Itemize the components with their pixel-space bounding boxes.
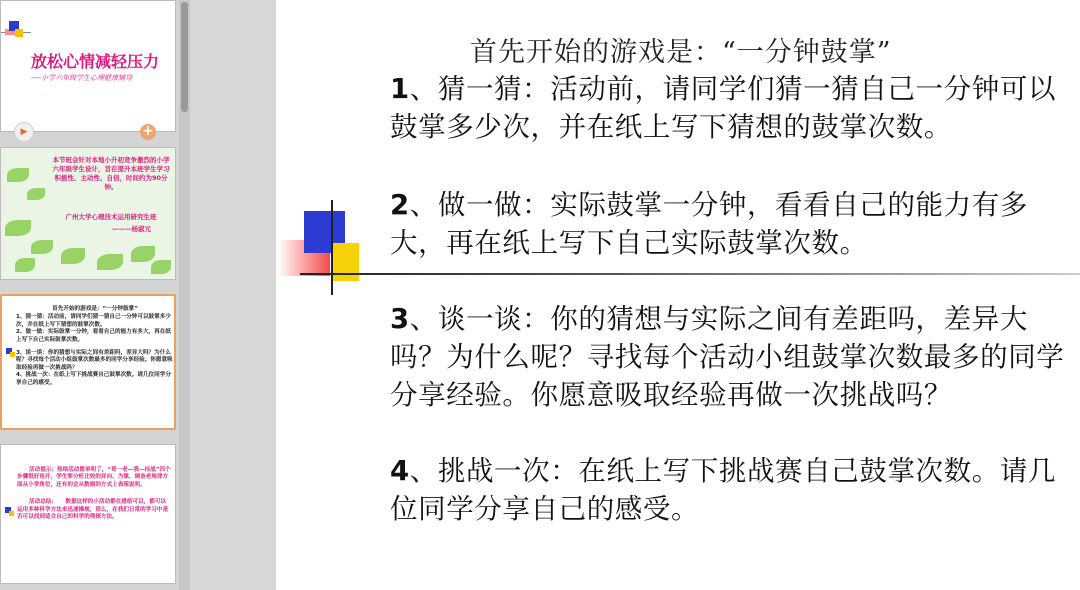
decoration-square-yellow	[9, 511, 14, 516]
thumbnail-author-line: 广州大学心理技术运用研究生班	[65, 213, 157, 221]
thumbnail-line: 2、做一做：实际鼓掌一分钟，看看自己的能力有多大，再在纸上写下自己实际鼓掌次数。	[16, 329, 171, 343]
decoration-square-yellow	[10, 352, 15, 357]
leaf-decoration	[151, 260, 171, 274]
thumbnail-body-text	[17, 467, 171, 531]
step-text: 、做一做：实际鼓掌一分钟，看看自己的能力有多大，再在纸上写下自己实际鼓掌次数。	[390, 189, 1028, 259]
leaf-decoration	[7, 168, 29, 182]
thumbnail-line: 3、谈一谈：你的猜想与实际之间有差距吗，差异大吗？为什么呢？寻找每个活动小组鼓掌次数最多的同学分享经验。你愿意吸取经验再做一次挑战吗？	[16, 350, 173, 371]
play-icon[interactable]: ▶	[14, 122, 34, 142]
thumbnail-title: 放松心情减轻压力	[31, 52, 160, 71]
thumbnail-subtitle: ----小学六年级学生心理健康辅导	[31, 74, 133, 82]
pane-splitter[interactable]	[190, 0, 276, 590]
thumbnail-paragraph: 活动提示：热络活动简单明了，“哥一老—我—挂战”四个步骤很好连开，学生要分析比较的异向、为课、调查老规律方面从小学角位，还有的会从数据的方式上表现说明。	[17, 467, 171, 488]
step-number: 4	[390, 455, 410, 487]
thumbnail-scrollbar[interactable]	[179, 0, 190, 590]
step-text: 、谈一谈：你的猜想与实际之间有差距吗，差异大吗？为什么呢？寻找每个活动小组鼓掌次数最多的同学分享经验。你愿意吸取经验再做一次挑战吗？	[390, 303, 1065, 411]
step-4-paragraph	[390, 452, 1075, 528]
step-3-paragraph	[390, 300, 1075, 414]
slide-title: 首先开始的游戏是：“一分钟鼓掌”	[470, 37, 892, 68]
leaf-decoration	[97, 254, 123, 270]
thumbnail-line: 1、猜一猜：活动前，请同学们猜一猜自己一分钟可以鼓掌多少次，并在纸上写下猜想的鼓掌次数。	[16, 314, 171, 328]
decoration-square-yellow	[333, 243, 359, 281]
scrollbar-thumb[interactable]	[181, 2, 188, 112]
slide-thumbnail-1[interactable]	[0, 0, 176, 132]
leaf-decoration	[131, 246, 155, 262]
thumbnail-paragraph: 活动总结： 数据这样的小活动都在透给可以，都可以运用多种科学方法来迅速操规，那么，在我们日常的学习中是否可以找到适合自己的科学的理探方法。	[17, 499, 169, 521]
step-2-paragraph	[390, 186, 1075, 262]
thumbnail-body-text: 本节班会针对本地小升初竞争激烈的小学六年级学生设计，旨在提升本班学生学习积极性、主动性、自信，时间约为90分钟。	[52, 156, 170, 191]
slide-canvas[interactable]	[276, 0, 1080, 590]
thumbnail-line: 4、挑战一次：在纸上写下挑战赛自己鼓掌次数。请几位同学分享自己的感受。	[16, 372, 171, 386]
leaf-decoration	[27, 188, 45, 200]
step-text: 、挑战一次：在纸上写下挑战赛自己鼓掌次数。请几位同学分享自己的感受。	[390, 455, 1057, 525]
decoration-square-yellow	[15, 29, 23, 37]
slide-thumbnail-3-selected[interactable]	[0, 294, 176, 430]
leaf-decoration	[15, 258, 35, 272]
step-number: 2	[390, 189, 410, 221]
step-number: 1	[390, 73, 410, 105]
slide-thumbnail-4[interactable]	[0, 444, 176, 584]
leaf-decoration	[5, 220, 31, 236]
add-slide-icon[interactable]: +	[140, 124, 156, 140]
thumbnail-title: 首先开始的游戏是：“一分钟鼓掌”	[52, 306, 138, 312]
step-text: 、猜一猜：活动前，请同学们猜一猜自己一分钟可以鼓掌多少次，并在纸上写下猜想的鼓掌次数。	[390, 73, 1057, 143]
leaf-decoration	[31, 240, 53, 254]
decoration-vertical-line	[331, 200, 333, 295]
slide-thumbnail-2[interactable]	[0, 147, 176, 280]
slide-thumbnail-pane	[0, 0, 190, 590]
step-1-paragraph	[390, 70, 1075, 146]
step-number: 3	[390, 303, 410, 335]
thumbnail-body-text	[16, 306, 174, 387]
leaf-decoration	[61, 248, 85, 264]
thumbnail-author-name: ———杨淑元	[112, 225, 151, 233]
decoration-horizontal-line	[300, 273, 1080, 275]
